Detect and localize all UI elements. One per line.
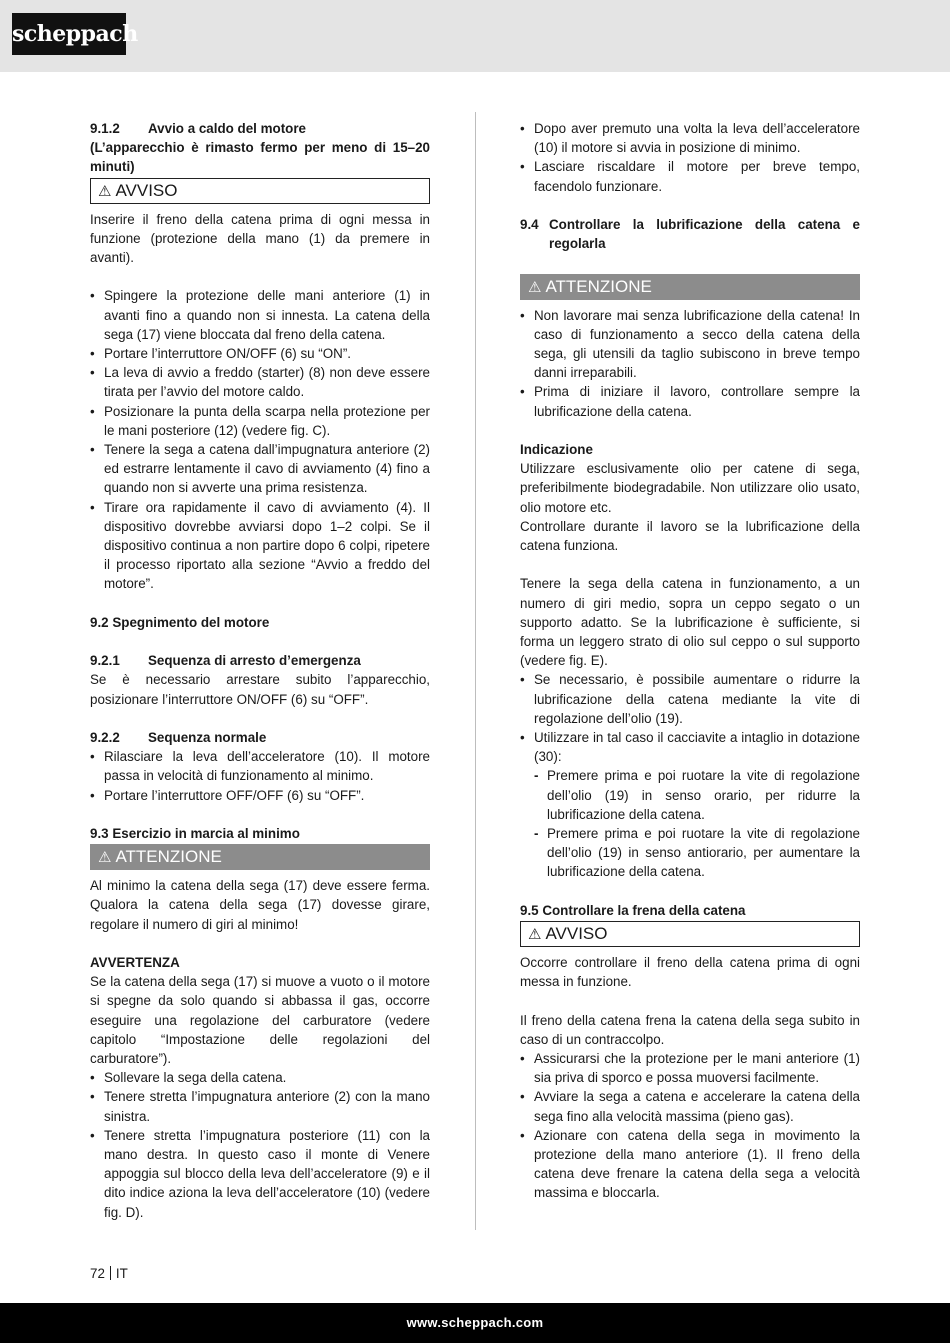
left-column (90, 119, 430, 1222)
list-item: • Dopo aver premuto una volta la leva dell’acceleratore (10) il motore si avvia in posizione di minimo. (520, 119, 860, 157)
avviso-box: ⚠ AVVISO (90, 178, 430, 204)
attenzione-box: ⚠ ATTENZIONE (520, 274, 860, 300)
list-item: • Portare l’interruttore OFF/OFF (6) su “OFF”. (90, 786, 430, 805)
warning-triangle-icon: ⚠ (528, 277, 542, 296)
brand-logo: scheppach (12, 13, 126, 55)
bullet-list-lubrication (520, 306, 860, 421)
list-item: • Tenere la sega a catena dall’impugnatura anteriore (2) ed estrarre lentamente il cavo di avviamento (4) fino a quando non si avverte una prima resistenza. (90, 440, 430, 498)
section-9-5-heading: 9.5 Controllare la frena della catena (520, 902, 746, 918)
warning-triangle-icon: ⚠ (98, 181, 112, 200)
section-9-2-1-heading: 9.2.1 Sequenza di arresto d’emergenza (90, 653, 361, 669)
list-item: • Tenere stretta l’impugnatura posteriore (11) con la mano destra. In questo caso il monte di Venere appoggia sul blocco della leva dell’acceleratore (9) e il dito indice aziona la leva dell’acceleratore (10) (vedere fig. D). (90, 1126, 430, 1222)
column-divider (475, 112, 476, 1230)
list-item: • Prima di iniziare il lavoro, controllare sempre la lubrificazione della catena. (520, 382, 860, 420)
list-item: • Tenere stretta l’impugnatura anteriore (2) con la mano sinistra. (90, 1087, 430, 1125)
list-item: - Premere prima e poi ruotare la vite di regolazione dell’olio (19) in senso orario, per ridurre la lubrificazione della catena. (534, 766, 860, 824)
avviso-text: Inserire il freno della catena prima di ogni messa in funzione (protezione della mano (1) da premere in avanti). (90, 211, 430, 266)
avviso-text: Occorre controllare il freno della catena prima di ogni messa in funzione. (520, 955, 860, 990)
list-item: • Rilasciare la leva dell’acceleratore (10). Il motore passa in velocità di funzionamento al minimo. (90, 747, 430, 785)
list-item: • Se necessario, è possibile aumentare o ridurre la lubrificazione della catena mediante la vite di regolazione dell’olio (19). (520, 670, 860, 728)
list-item: • Sollevare la sega della catena. (90, 1068, 430, 1087)
avvertenza-heading: AVVERTENZA (90, 955, 180, 971)
warning-triangle-icon: ⚠ (98, 848, 112, 867)
attenzione-text: Al minimo la catena della sega (17) deve essere ferma. Qualora la catena della sega (17) dovesse girare, regolare il numero di giri al minimo! (90, 878, 430, 932)
list-item: • Assicurarsi che la protezione per le mani anteriore (1) sia priva di sporco e possa muoversi facilmente. (520, 1049, 860, 1087)
section-9-2-2-heading: 9.2.2 Sequenza normale (90, 730, 267, 746)
indicazione-text-2: Controllare durante il lavoro se la lubrificazione della catena funziona. (520, 518, 860, 554)
section-9-1-2-heading: 9.1.2 Avvio a caldo del motore (90, 121, 307, 136)
list-item: • Non lavorare mai senza lubrificazione della catena! In caso di funzionamento a secco della catena della sega, gli utensili da taglio subiscono in breve tempo danni irreparabili. (520, 306, 860, 383)
list-item: • Portare l’interruttore ON/OFF (6) su “ON”. (90, 344, 430, 363)
bullet-list-warm-start (90, 286, 430, 593)
brake-description-text: Il freno della catena frena la catena della sega subito in caso di un contraccolpo. (520, 1012, 860, 1047)
section-9-4-heading: 9.4 Controllare la lubrificazione della catena e regolarla (520, 217, 860, 252)
right-column (520, 119, 860, 1203)
bullet-list-normal-stop (90, 747, 430, 805)
website-url: www.scheppach.com (406, 1315, 544, 1330)
section-9-2-1-text: Se è necessario arrestare subito l’apparecchio, posizionare l’interruttore ON/OFF (6) su “OFF”. (90, 672, 430, 707)
indicazione-text-1: Utilizzare esclusivamente olio per catene di sega, preferibilmente biodegradabile. Non utilizzare olio usato, olio motore etc. (520, 461, 860, 515)
bullet-list-idle (90, 1068, 430, 1222)
page-number: 72 IT (90, 1266, 128, 1281)
list-item: • La leva di avvio a freddo (starter) (8) non deve essere tirata per l’avvio del motore caldo. (90, 363, 430, 401)
bullet-list-continued (520, 119, 860, 196)
list-item: - Premere prima e poi ruotare la vite di regolazione dell’olio (19) in senso antiorario, per aumentare la lubrificazione della catena. (534, 824, 860, 882)
avviso-box: ⚠ AVVISO (520, 921, 860, 947)
list-item: • Tirare ora rapidamente il cavo di avviamento (4). Il dispositivo dovrebbe avviarsi dopo 1–2 colpi. Se il dispositivo continua a non partire dopo 6 colpi, ripetere il processo riportato alla sezione “Avvio a freddo del motore”. (90, 498, 430, 594)
avvertenza-text: Se la catena della sega (17) si muove a vuoto o il motore si spegne da solo quando si abbassa il gas, occorre eseguire una regolazione del carburatore (vedere capitolo “Impostazione delle regolazioni del carburatore”). (90, 974, 430, 1067)
indicazione-heading: Indicazione (520, 442, 593, 457)
bullet-list-adjust (520, 670, 860, 766)
warning-triangle-icon: ⚠ (528, 925, 542, 944)
list-item: • Utilizzare in tal caso il cacciavite a intaglio in dotazione (30): (520, 728, 860, 766)
list-item: • Posizionare la punta della scarpa nella protezione per le mani posteriore (12) (vedere fig. C). (90, 402, 430, 440)
list-item: • Avviare la sega a catena e accelerare la catena della sega fino alla velocità massima (pieno gas). (520, 1087, 860, 1125)
section-9-2-heading: 9.2 Spegnimento del motore (90, 614, 270, 630)
bullet-list-brake (520, 1049, 860, 1203)
section-9-1-2-subtitle: (L’apparecchio è rimasto fermo per meno di 15–20 minuti) (90, 140, 430, 175)
lubrication-check-text: Tenere la sega della catena in funzionamento, a un numero di giri medio, sopra un ceppo segato o un supporto adatto. Se la lubrificazione è sufficiente, si forma un leggero strato di olio sul ceppo o sul supporto (vedere fig. E). (520, 576, 860, 669)
section-9-3-heading: 9.3 Esercizio in marcia al minimo (90, 826, 300, 842)
list-item: • Lasciare riscaldare il motore per breve tempo, facendolo funzionare. (520, 157, 860, 195)
dash-list-adjust (520, 766, 860, 881)
header-band (0, 0, 950, 72)
list-item: • Spingere la protezione delle mani anteriore (1) in avanti fino a quando non si innesta. La catena della sega (17) viene bloccata dal freno della catena. (90, 286, 430, 344)
attenzione-box: ⚠ ATTENZIONE (90, 844, 430, 870)
list-item: • Azionare con catena della sega in movimento la protezione della mano anteriore (1). Il freno della catena deve frenare la catena della sega a velocità massima e bloccarla. (520, 1126, 860, 1203)
